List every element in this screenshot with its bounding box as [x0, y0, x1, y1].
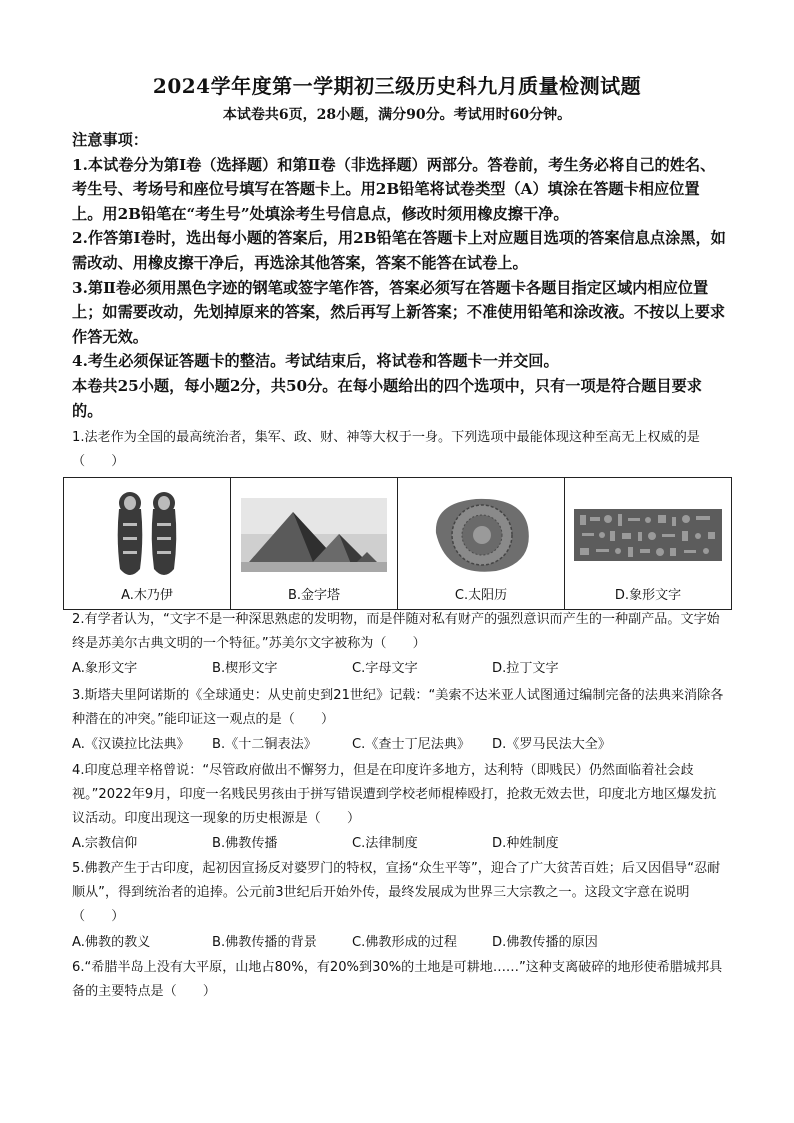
option-b: B.《十二铜表法》	[212, 737, 317, 752]
option-b: B.楔形文字	[212, 661, 278, 676]
option-a: A.宗教信仰	[72, 836, 138, 851]
section-instructions: 本卷共25小题，每小题2分，共50分。在每小题给出的四个选项中，只有一项是符合题目要求的。	[72, 376, 702, 420]
option-c: C.法律制度	[352, 836, 418, 851]
question-1	[72, 426, 728, 474]
question-stem: 6.“希腊半岛上没有大平原，山地占80%，有20%到30%的土地是可耕地……”这种支离破碎的地形使希腊城邦具备的主要特点是（ ）	[72, 960, 723, 999]
option-b-caption: B.金字塔	[287, 588, 341, 603]
option-d: D.佛教传播的原因	[492, 935, 598, 950]
notes-heading: 注意事项：	[72, 131, 148, 149]
pyramid-image	[231, 486, 397, 584]
option-b: B.佛教传播	[212, 836, 278, 851]
note-item-3: 3.第Ⅱ卷必须用黑色字迹的钢笔或签字笔作答，答案必须写在答题卡各题目指定区域内相应位置上；如需要改动，先划掉原来的答案，然后再写上新答案；不准使用铅笔和涂改液。不按以上要求作答无效。	[72, 278, 726, 346]
exam-info: 本试卷共6页，28小题，满分90分。考试用时60分钟。	[222, 107, 572, 123]
question-stem: 5.佛教产生于古印度，起初因宣扬反对婆罗门的特权，宣扬“众生平等”，迎合了广大贫苦百姓；后又因倡导“忍耐顺从”，得到统治者的追捧。公元前3世纪后开始外传，最终发展成为世界三大宗教之一。这段文字意在说明（ ）	[72, 861, 721, 924]
option-a: A.《汉谟拉比法典》	[72, 737, 190, 752]
question-6	[72, 956, 728, 1004]
question-5-options	[72, 931, 728, 955]
note-item-4: 4.考生必须保证答题卡的整洁。考试结束后，将试卷和答题卡一并交回。	[72, 352, 559, 371]
question-5	[72, 857, 728, 929]
option-c-cell	[398, 478, 565, 609]
option-a-caption: A.木乃伊	[121, 588, 173, 603]
option-b-cell	[231, 478, 398, 609]
question-4	[72, 759, 728, 831]
question-stem: 2.有学者认为，“文字不是一种深思熟虑的发明物，而是伴随对私有财产的强烈意识而产生的一种副产品。文字始终是苏美尔古典文明的一个特征。”苏美尔文字被称为（ ）	[72, 612, 720, 651]
note-item-1: 1.本试卷分为第Ⅰ卷（选择题）和第Ⅱ卷（非选择题）两部分。答卷前，考生务必将自己的姓名、考生号、考场号和座位号填写在答题卡上。用2B铅笔将试卷类型（A）填涂在答题卡相应位置上。用2B铅笔在“考生号”处填涂考生号信息点，修改时须用橡皮擦干净。	[72, 155, 716, 223]
option-a-cell	[64, 478, 231, 609]
option-a: A.象形文字	[72, 661, 138, 676]
question-3	[72, 684, 728, 732]
option-c-caption: C.太阳历	[454, 588, 508, 603]
mummy-image	[64, 486, 230, 584]
option-d: D.种姓制度	[492, 836, 559, 851]
question-stem: 1.法老作为全国的最高统治者，集军、政、财、神等大权于一身。下列选项中最能体现这种至高无上权威的是（ ）	[72, 430, 700, 469]
question-2-options	[72, 657, 728, 681]
sun-calendar-image	[398, 486, 564, 584]
hieroglyph-image	[565, 486, 731, 584]
option-a: A.佛教的教义	[72, 935, 151, 950]
question-3-options	[72, 733, 728, 757]
option-d: D.《罗马民法大全》	[492, 737, 611, 752]
page-title: 2024学年度第一学期初三级历史科九月质量检测试题	[152, 74, 642, 98]
note-item-2: 2.作答第Ⅰ卷时，选出每小题的答案后，用2B铅笔在答题卡上对应题目选项的答案信息点涂黑，如需改动、用橡皮擦干净后，再选涂其他答案，答案不能答在试卷上。	[72, 229, 726, 272]
question-stem: 4.印度总理辛格曾说：“尽管政府做出不懈努力，但是在印度许多地方，达利特（即贱民）仍然面临着社会歧视。”2022年9月，印度一名贱民男孩由于拼写错误遭到学校老师棍棒殴打，抢救无效去世，印度北方地区爆发抗议活动。印度出现这一现象的历史根源是（ ）	[72, 763, 717, 826]
question-stem: 3.斯塔夫里阿诺斯的《全球通史：从史前史到21世纪》记载：“美索不达米亚人试图通过编制完备的法典来消除各种潜在的冲突。”能印证这一观点的是（ ）	[72, 688, 724, 727]
option-d-cell	[565, 478, 731, 609]
option-d: D.拉丁文字	[492, 661, 559, 676]
question-1-image-table	[63, 477, 732, 610]
notes-section	[72, 128, 728, 423]
option-c: C.佛教形成的过程	[352, 935, 457, 950]
option-b: B.佛教传播的背景	[212, 935, 317, 950]
option-c: C.字母文字	[352, 661, 418, 676]
option-c: C.《查士丁尼法典》	[352, 737, 471, 752]
question-4-options	[72, 832, 728, 856]
option-d-caption: D.象形文字	[614, 588, 682, 603]
question-2	[72, 608, 728, 656]
